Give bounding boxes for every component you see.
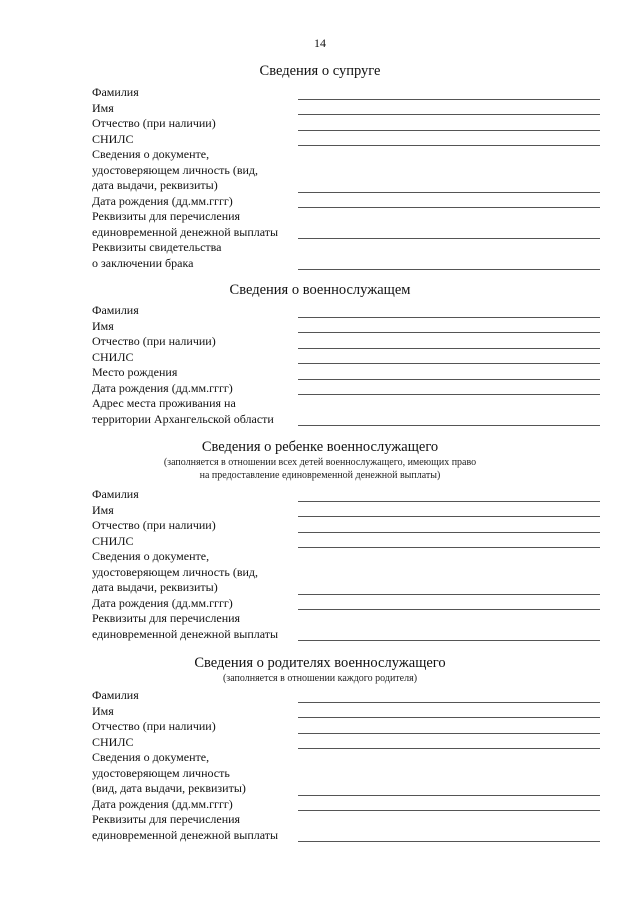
field-row[interactable]	[92, 132, 600, 148]
field-input-line[interactable]	[298, 501, 600, 502]
section-title: Сведения о ребенке военнослужащего	[201, 439, 439, 455]
field-input-line[interactable]	[298, 348, 600, 349]
field-row[interactable]	[92, 549, 600, 596]
field-row[interactable]	[92, 534, 600, 550]
field-label: Дата рождения (дд.мм.гггг)	[92, 595, 233, 610]
field-input-line[interactable]	[298, 363, 600, 364]
field-row[interactable]	[92, 688, 600, 704]
section-note: (заполняется в отношении каждого родителя)	[222, 673, 418, 684]
field-row[interactable]	[92, 147, 600, 194]
field-label: Отчество (при наличии)	[92, 334, 216, 348]
field-input-line[interactable]	[298, 317, 600, 318]
field-label: Место рождения	[92, 365, 178, 379]
field-label: СНИЛС	[92, 349, 134, 364]
field-input-line[interactable]	[298, 795, 600, 796]
field-label: Отчество (при наличии)	[92, 518, 216, 532]
field-row[interactable]	[92, 209, 600, 240]
field-input-line[interactable]	[298, 238, 600, 239]
field-input-line[interactable]	[298, 547, 600, 548]
field-input-line[interactable]	[298, 207, 600, 208]
field-row[interactable]	[92, 240, 600, 271]
field-label: Сведения о документе, удостоверяющем личность (вид, дата выдачи, реквизиты)	[92, 147, 259, 192]
section-parents	[0, 654, 640, 685]
field-row[interactable]	[92, 518, 600, 534]
field-row[interactable]	[92, 812, 600, 843]
field-label: Адрес места проживания на территории Архангельской области	[92, 396, 274, 426]
field-input-line[interactable]	[298, 532, 600, 533]
section-title: Сведения о военнослужащем	[229, 282, 411, 298]
serviceman-fields	[92, 303, 600, 427]
field-row[interactable]	[92, 101, 600, 117]
field-label: Фамилия	[92, 487, 139, 501]
parents-fields	[92, 688, 600, 843]
field-label: СНИЛС	[92, 533, 134, 548]
field-row[interactable]	[92, 381, 600, 397]
page-number: 14	[314, 36, 326, 50]
field-row[interactable]	[92, 365, 600, 381]
field-row[interactable]	[92, 303, 600, 319]
field-label: Дата рождения (дд.мм.гггг)	[92, 193, 233, 208]
field-input-line[interactable]	[298, 609, 600, 610]
field-input-line[interactable]	[298, 594, 600, 595]
section-title: Сведения о супруге	[259, 63, 381, 79]
field-label: СНИЛС	[92, 734, 134, 749]
field-label: Фамилия	[92, 303, 139, 317]
spouse-fields	[92, 85, 600, 271]
field-input-line[interactable]	[298, 702, 600, 703]
field-input-line[interactable]	[298, 717, 600, 718]
field-label: Дата рождения (дд.мм.гггг)	[92, 796, 233, 811]
field-row[interactable]	[92, 750, 600, 797]
section-child	[0, 438, 640, 482]
field-row[interactable]	[92, 503, 600, 519]
field-row[interactable]	[92, 719, 600, 735]
field-row[interactable]	[92, 487, 600, 503]
field-input-line[interactable]	[298, 99, 600, 100]
field-label: Сведения о документе, удостоверяющем личность (вид, дата выдачи, реквизиты)	[92, 750, 246, 795]
field-row[interactable]	[92, 85, 600, 101]
field-input-line[interactable]	[298, 640, 600, 641]
section-title: Сведения о родителях военнослужащего	[194, 655, 446, 671]
field-label: Имя	[92, 100, 114, 115]
child-fields	[92, 487, 600, 642]
field-label: Реквизиты для перечисления единовременной денежной выплаты	[92, 611, 279, 641]
field-input-line[interactable]	[298, 841, 600, 842]
field-label: Реквизиты для перечисления единовременной денежной выплаты	[92, 812, 279, 842]
field-row[interactable]	[92, 334, 600, 350]
field-input-line[interactable]	[298, 379, 600, 380]
section-spouse	[0, 62, 640, 80]
field-label: Отчество (при наличии)	[92, 116, 216, 130]
field-label: Реквизиты для перечисления единовременной денежной выплаты	[92, 209, 279, 239]
field-label: Сведения о документе, удостоверяющем личность (вид, дата выдачи, реквизиты)	[92, 549, 259, 594]
field-row[interactable]	[92, 735, 600, 751]
field-input-line[interactable]	[298, 332, 600, 333]
field-row[interactable]	[92, 194, 600, 210]
field-row[interactable]	[92, 350, 600, 366]
field-label: Имя	[92, 318, 114, 333]
field-row[interactable]	[92, 396, 600, 427]
field-label: Имя	[92, 502, 114, 517]
field-input-line[interactable]	[298, 394, 600, 395]
field-input-line[interactable]	[298, 130, 600, 131]
field-input-line[interactable]	[298, 810, 600, 811]
field-input-line[interactable]	[298, 192, 600, 193]
field-input-line[interactable]	[298, 516, 600, 517]
field-row[interactable]	[92, 704, 600, 720]
field-row[interactable]	[92, 797, 600, 813]
field-row[interactable]	[92, 611, 600, 642]
field-input-line[interactable]	[298, 748, 600, 749]
field-label: Фамилия	[92, 85, 139, 99]
field-input-line[interactable]	[298, 114, 600, 115]
field-label: Отчество (при наличии)	[92, 719, 216, 733]
section-note: (заполняется в отношении всех детей военнослужащего, имеющих право на предоставление единовременной денежной выплаты)	[163, 457, 477, 481]
field-label: Дата рождения (дд.мм.гггг)	[92, 380, 233, 395]
field-input-line[interactable]	[298, 145, 600, 146]
field-row[interactable]	[92, 596, 600, 612]
field-label: Фамилия	[92, 688, 139, 702]
section-serviceman	[0, 281, 640, 299]
field-input-line[interactable]	[298, 733, 600, 734]
field-label: Имя	[92, 703, 114, 718]
field-input-line[interactable]	[298, 269, 600, 270]
field-input-line[interactable]	[298, 425, 600, 426]
field-row[interactable]	[92, 319, 600, 335]
field-label: СНИЛС	[92, 131, 134, 146]
field-row[interactable]	[92, 116, 600, 132]
field-label: Реквизиты свидетельства о заключении брака	[92, 240, 222, 270]
